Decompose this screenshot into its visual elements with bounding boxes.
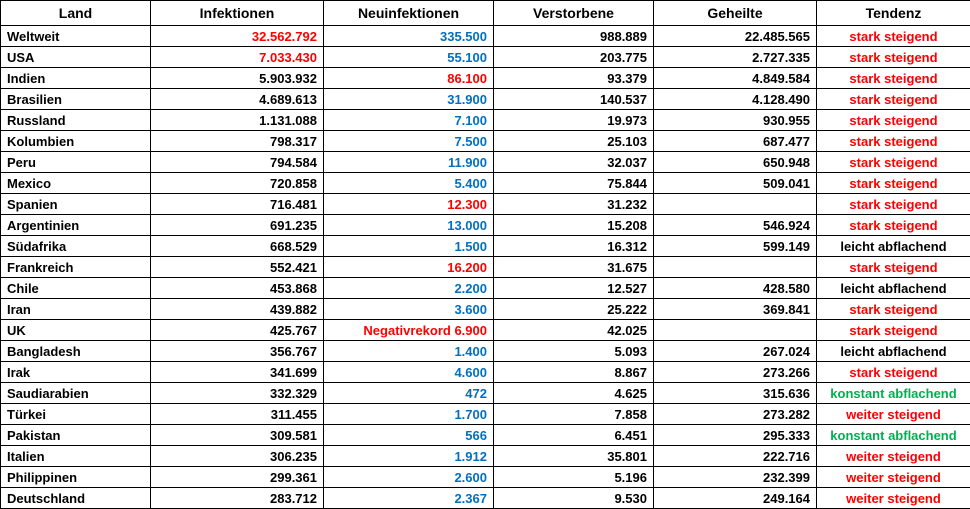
cell-tendenz: weiter steigend <box>817 446 970 467</box>
cell-neuinfektionen: 1.500 <box>324 236 494 257</box>
cell-tendenz: weiter steigend <box>817 404 970 425</box>
table-row <box>1 152 970 173</box>
table-row <box>1 278 970 299</box>
table-row <box>1 320 970 341</box>
column-header-tendenz: Tendenz <box>817 1 970 26</box>
table-row <box>1 110 970 131</box>
cell-tendenz: stark steigend <box>817 173 970 194</box>
cell-geheilte: 273.282 <box>654 404 817 425</box>
table-row <box>1 236 970 257</box>
cell-tendenz: leicht abflachend <box>817 341 970 362</box>
table-row <box>1 194 970 215</box>
cell-neuinfektionen: 335.500 <box>324 26 494 47</box>
cell-tendenz: stark steigend <box>817 131 970 152</box>
cell-land: Peru <box>1 152 151 173</box>
cell-tendenz: stark steigend <box>817 299 970 320</box>
cell-neuinfektionen: 16.200 <box>324 257 494 278</box>
cell-neuinfektionen: 1.700 <box>324 404 494 425</box>
cell-geheilte: 687.477 <box>654 131 817 152</box>
cell-land: Brasilien <box>1 89 151 110</box>
cell-tendenz: stark steigend <box>817 215 970 236</box>
cell-tendenz: stark steigend <box>817 152 970 173</box>
cell-tendenz: weiter steigend <box>817 467 970 488</box>
cell-infektionen: 299.361 <box>151 467 324 488</box>
cell-verstorbene: 6.451 <box>494 425 654 446</box>
cell-verstorbene: 8.867 <box>494 362 654 383</box>
cell-land: Philippinen <box>1 467 151 488</box>
table-row <box>1 488 970 509</box>
cell-verstorbene: 16.312 <box>494 236 654 257</box>
cell-infektionen: 5.903.932 <box>151 68 324 89</box>
cell-neuinfektionen: 472 <box>324 383 494 404</box>
cell-verstorbene: 7.858 <box>494 404 654 425</box>
cell-neuinfektionen: 1.912 <box>324 446 494 467</box>
cell-verstorbene: 75.844 <box>494 173 654 194</box>
table-row <box>1 257 970 278</box>
cell-neuinfektionen: 5.400 <box>324 173 494 194</box>
cell-land: Irak <box>1 362 151 383</box>
table-row <box>1 404 970 425</box>
cell-infektionen: 356.767 <box>151 341 324 362</box>
cell-land: USA <box>1 47 151 68</box>
cell-neuinfektionen: 2.367 <box>324 488 494 509</box>
cell-geheilte: 546.924 <box>654 215 817 236</box>
cell-verstorbene: 988.889 <box>494 26 654 47</box>
cell-geheilte <box>654 257 817 278</box>
cell-neuinfektionen: 4.600 <box>324 362 494 383</box>
cell-verstorbene: 25.222 <box>494 299 654 320</box>
cell-infektionen: 283.712 <box>151 488 324 509</box>
table-row <box>1 173 970 194</box>
table-row <box>1 215 970 236</box>
cell-infektionen: 332.329 <box>151 383 324 404</box>
cell-infektionen: 453.868 <box>151 278 324 299</box>
cell-verstorbene: 9.530 <box>494 488 654 509</box>
cell-verstorbene: 31.675 <box>494 257 654 278</box>
column-header-verstorbene: Verstorbene <box>494 1 654 26</box>
cell-infektionen: 311.455 <box>151 404 324 425</box>
cell-land: UK <box>1 320 151 341</box>
cell-infektionen: 552.421 <box>151 257 324 278</box>
cell-verstorbene: 19.973 <box>494 110 654 131</box>
cell-land: Spanien <box>1 194 151 215</box>
table-row <box>1 26 970 47</box>
cell-geheilte: 2.727.335 <box>654 47 817 68</box>
cell-land: Südafrika <box>1 236 151 257</box>
table-row <box>1 446 970 467</box>
cell-verstorbene: 25.103 <box>494 131 654 152</box>
cell-geheilte: 267.024 <box>654 341 817 362</box>
cell-verstorbene: 32.037 <box>494 152 654 173</box>
table-row <box>1 131 970 152</box>
cell-neuinfektionen: 12.300 <box>324 194 494 215</box>
cell-tendenz: weiter steigend <box>817 488 970 509</box>
cell-verstorbene: 140.537 <box>494 89 654 110</box>
cell-geheilte: 509.041 <box>654 173 817 194</box>
cell-neuinfektionen: 7.500 <box>324 131 494 152</box>
cell-infektionen: 425.767 <box>151 320 324 341</box>
cell-infektionen: 341.699 <box>151 362 324 383</box>
cell-neuinfektionen: 13.000 <box>324 215 494 236</box>
cell-verstorbene: 203.775 <box>494 47 654 68</box>
column-header-neuinfektionen: Neuinfektionen <box>324 1 494 26</box>
cell-land: Deutschland <box>1 488 151 509</box>
cell-tendenz: stark steigend <box>817 89 970 110</box>
cell-geheilte: 369.841 <box>654 299 817 320</box>
cell-infektionen: 716.481 <box>151 194 324 215</box>
table-row <box>1 467 970 488</box>
cell-land: Iran <box>1 299 151 320</box>
cell-infektionen: 798.317 <box>151 131 324 152</box>
cell-geheilte: 650.948 <box>654 152 817 173</box>
cell-infektionen: 306.235 <box>151 446 324 467</box>
cell-land: Bangladesh <box>1 341 151 362</box>
cell-land: Kolumbien <box>1 131 151 152</box>
cell-neuinfektionen: 1.400 <box>324 341 494 362</box>
table-row <box>1 299 970 320</box>
cell-land: Argentinien <box>1 215 151 236</box>
cell-tendenz: konstant abflachend <box>817 383 970 404</box>
cell-neuinfektionen: 31.900 <box>324 89 494 110</box>
cell-verstorbene: 15.208 <box>494 215 654 236</box>
table-row <box>1 425 970 446</box>
cell-verstorbene: 5.093 <box>494 341 654 362</box>
cell-verstorbene: 42.025 <box>494 320 654 341</box>
cell-verstorbene: 12.527 <box>494 278 654 299</box>
cell-neuinfektionen: Negativrekord 6.900 <box>324 320 494 341</box>
cell-infektionen: 7.033.430 <box>151 47 324 68</box>
cell-infektionen: 668.529 <box>151 236 324 257</box>
cell-infektionen: 1.131.088 <box>151 110 324 131</box>
cell-tendenz: stark steigend <box>817 257 970 278</box>
cell-geheilte: 428.580 <box>654 278 817 299</box>
cell-tendenz: stark steigend <box>817 194 970 215</box>
cell-land: Frankreich <box>1 257 151 278</box>
cell-geheilte: 4.128.490 <box>654 89 817 110</box>
table-row <box>1 362 970 383</box>
table-body <box>1 26 970 509</box>
cell-geheilte: 249.164 <box>654 488 817 509</box>
cell-infektionen: 691.235 <box>151 215 324 236</box>
cell-verstorbene: 35.801 <box>494 446 654 467</box>
cell-geheilte <box>654 320 817 341</box>
column-header-infektionen: Infektionen <box>151 1 324 26</box>
cell-land: Indien <box>1 68 151 89</box>
cell-land: Weltweit <box>1 26 151 47</box>
cell-infektionen: 720.858 <box>151 173 324 194</box>
cell-tendenz: leicht abflachend <box>817 236 970 257</box>
cell-tendenz: stark steigend <box>817 362 970 383</box>
cell-infektionen: 794.584 <box>151 152 324 173</box>
cell-neuinfektionen: 55.100 <box>324 47 494 68</box>
cell-verstorbene: 4.625 <box>494 383 654 404</box>
cell-verstorbene: 5.196 <box>494 467 654 488</box>
cell-tendenz: stark steigend <box>817 110 970 131</box>
cell-infektionen: 439.882 <box>151 299 324 320</box>
cell-tendenz: stark steigend <box>817 26 970 47</box>
cell-geheilte: 295.333 <box>654 425 817 446</box>
cell-tendenz: konstant abflachend <box>817 425 970 446</box>
cell-geheilte: 232.399 <box>654 467 817 488</box>
cell-neuinfektionen: 7.100 <box>324 110 494 131</box>
table-row <box>1 341 970 362</box>
cell-geheilte: 599.149 <box>654 236 817 257</box>
cell-neuinfektionen: 2.200 <box>324 278 494 299</box>
table-row <box>1 47 970 68</box>
cell-land: Saudiarabien <box>1 383 151 404</box>
cell-infektionen: 309.581 <box>151 425 324 446</box>
cell-neuinfektionen: 11.900 <box>324 152 494 173</box>
table-row <box>1 68 970 89</box>
cell-tendenz: stark steigend <box>817 320 970 341</box>
cell-geheilte: 22.485.565 <box>654 26 817 47</box>
column-header-land: Land <box>1 1 151 26</box>
cell-infektionen: 32.562.792 <box>151 26 324 47</box>
cell-geheilte: 273.266 <box>654 362 817 383</box>
cell-land: Mexico <box>1 173 151 194</box>
cell-neuinfektionen: 86.100 <box>324 68 494 89</box>
column-header-geheilte: Geheilte <box>654 1 817 26</box>
cell-neuinfektionen: 3.600 <box>324 299 494 320</box>
cell-land: Türkei <box>1 404 151 425</box>
cell-neuinfektionen: 566 <box>324 425 494 446</box>
cell-tendenz: stark steigend <box>817 47 970 68</box>
cell-land: Pakistan <box>1 425 151 446</box>
cell-land: Chile <box>1 278 151 299</box>
cell-land: Russland <box>1 110 151 131</box>
table-header-row <box>1 1 970 26</box>
cell-verstorbene: 93.379 <box>494 68 654 89</box>
table-row <box>1 383 970 404</box>
cell-verstorbene: 31.232 <box>494 194 654 215</box>
table-row <box>1 89 970 110</box>
cell-infektionen: 4.689.613 <box>151 89 324 110</box>
cell-geheilte: 222.716 <box>654 446 817 467</box>
cell-geheilte: 315.636 <box>654 383 817 404</box>
cell-tendenz: stark steigend <box>817 68 970 89</box>
cell-geheilte <box>654 194 817 215</box>
cell-land: Italien <box>1 446 151 467</box>
cell-geheilte: 930.955 <box>654 110 817 131</box>
cell-geheilte: 4.849.584 <box>654 68 817 89</box>
cell-tendenz: leicht abflachend <box>817 278 970 299</box>
cell-neuinfektionen: 2.600 <box>324 467 494 488</box>
